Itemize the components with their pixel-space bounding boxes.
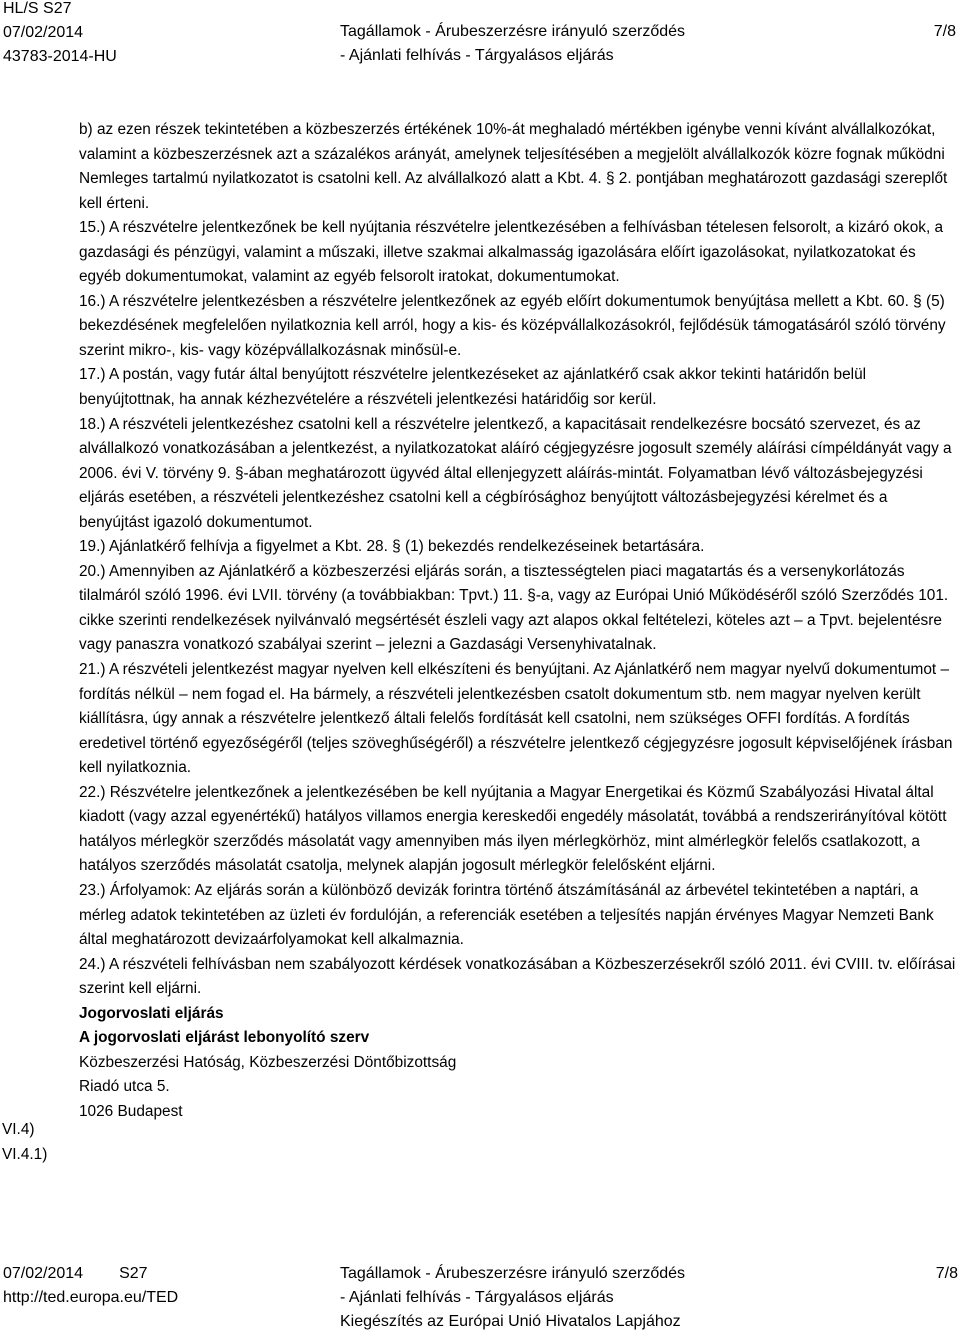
paragraph: b) az ezen részek tekintetében a közbeszerzés értékének 10%-át meghaladó mértékben igénybe venni kívánt alvállalkozókat, valamint a közbeszerzésnek azt a százalékos arányát, amelynek teljesítésében a megjelölt alvállalkozók közre fognak működni <box>79 121 945 163</box>
footer-subtitle: - Ajánlati felhívás - Tárgyalásos eljárás <box>340 1289 614 1306</box>
footer-date: 07/02/2014 <box>3 1265 84 1282</box>
footer-center <box>340 1262 685 1334</box>
footer-publication: Kiegészítés az Európai Unió Hivatalos Lapjához <box>340 1313 681 1330</box>
footer-page-number: 7/8 <box>935 1265 958 1282</box>
paragraph: 24.) A részvételi felhívásban nem szabályozott kérdések vonatkozásában a Közbeszerzésekről szóló 2011. évi CVIII. tv. előírásai szerint kell eljárni. <box>79 955 956 998</box>
paragraph: 18.) A részvételi jelentkezéshez csatolni kell a részvételre jelentkező, a kapacitásait rendelkezésre bocsátó szervezet, és az alvállalkozó vonatkozásában a jelentkezést, a nyilatkozatokat aláíró cégjegyzésre jogosult személy aláírási címpéldányát vagy a 2006. évi V. törvény 9. §-ában meghatározott ügyvéd által ellenjegyzett aláírás-mintát. Folyamatban lévő változásbejegyzési eljárás esetében, a részvételi jelentkezéshez csatolni kell a cégbírósághoz benyújtott változásbejegyzési kérelmet és a benyújtást igazoló dokumentumot. <box>79 415 952 531</box>
header-title: Tagállamok - Árubeszerzésre irányuló szerződés <box>340 23 686 40</box>
header-left <box>3 0 117 69</box>
paragraph: 20.) Amennyiben az Ajánlatkérő a közbeszerzési eljárás során, a tisztességtelen piaci magatartás és a versenykorlátozás tilalmáról szóló 1996. évi LVII. törvény (a továbbiakban: Tpvt.) 11. §-a, vagy az Európai Unió Működéséről szóló Szerződés 101. cikke szerinti rendelkezések nyilvánvaló megsértését észleli vagy azt alapos okkal feltételezi, köteles azt – a Tpvt. bejelentésre vagy panaszra vonatkozó szabályai szerint – jelezni a Gazdasági Versenyhivatalnak. <box>79 562 949 654</box>
address-line: Riadó utca 5. <box>79 1078 170 1096</box>
paragraph: 23.) Árfolyamok: Az eljárás során a különböző devizák forintra történő átszámításánál az árbevétel tekintetében a naptári, a mérleg adatok tekintetében az üzleti év fordulóján, a referenciák esetében a teljesítés napján érvényes Magyar Nemzeti Bank által meghatározott devizaárfolyamokat kell alkalmaznia. <box>79 881 934 949</box>
header-date: 07/02/2014 <box>3 24 84 41</box>
footer-url: http://ted.europa.eu/TED <box>3 1289 179 1306</box>
paragraph: Nemleges tartalmú nyilatkozatot is csatolni kell. Az alvállalkozó alatt a Kbt. 4. § 2. pontjában meghatározott gazdasági szereplőt kell érteni. <box>79 170 948 212</box>
paragraph: 21.) A részvételi jelentkezést magyar nyelven kell elkészíteni és benyújtani. Az Ajánlatkérő nem magyar nyelvű dokumentumot – fordítás nélkül – nem fogad el. Ha bármely, a részvételi jelentkezésben csatolt dokumentum stb. nem magyar nyelven került kiállításra, úgy annak a részvételre jelentkező általi felelős fordítását kell csatolni, nem szükséges OFFI fordítás. A fordítás eredetivel történő egyezőségéről (teljes szöveghűségéről) a részvételre jelentkező cégjegyzésre jogosult képviselőjének írásban kell nyilatkoznia. <box>79 661 953 777</box>
footer-series: S27 <box>119 1265 148 1282</box>
address-line: Közbeszerzési Hatóság, Közbeszerzési Döntőbizottság <box>79 1053 457 1071</box>
section-number: VI.4) <box>2 1121 35 1138</box>
footer-title: Tagállamok - Árubeszerzésre irányuló szerződés <box>340 1265 686 1282</box>
header-page-number: 7/8 <box>933 23 956 40</box>
header-center <box>340 20 740 68</box>
footer-left <box>3 1262 178 1310</box>
paragraph: 19.) Ajánlatkérő felhívja a figyelmet a Kbt. 28. § (1) bekezdés rendelkezéseinek betartására. <box>79 538 705 556</box>
paragraph: 15.) A részvételre jelentkezőnek be kell nyújtania részvételre jelentkezésében a felhívásban tételesen felsorolt, a kizáró okok, a gazdasági és pénzügyi, valamint a műszaki, illetve szakmai alkalmasság igazolására előírt igazolásokat, nyilatkozatokat és egyéb dokumentumokat, valamint az egyéb felsorolt iratokat, dokumentumokat. <box>79 219 944 286</box>
address-line: 1026 Budapest <box>79 1102 183 1120</box>
header-series: HL/S S27 <box>3 0 72 17</box>
paragraph: 17.) A postán, vagy futár által benyújtott részvételre jelentkezéseket az ajánlatkérő csak akkor tekinti határidőn belül benyújtottnak, ha annak kézhezvételére a részvételi jelentkezési határidőig sor kerül. <box>79 366 867 409</box>
document-body <box>79 118 959 1124</box>
paragraph: 16.) A részvételre jelentkezésben a részvételre jelentkezőnek az egyéb előírt dokumentumok benyújtása mellett a Kbt. 60. § (5) bekezdésének megfelelően nyilatkoznia kell arról, hogy a kis- és középvállalkozásokról, fejlődésük támogatásáról szóló törvény szerint mikro-, kis- vagy középvállalkozásnak minősül-e. <box>79 292 946 359</box>
paragraph: 22.) Részvételre jelentkezőnek a jelentkezésében be kell nyújtania a Magyar Energetikai és Közmű Szabályozási Hivatal által kiadott (vagy azzal egyenértékű) hatályos villamos energia kereskedői engedély másolatát, továbbá a rendszerirányítóval kötött hatályos mérlegkör szerződés másolatát vagy amennyiben más ilyen mérlegkörhöz, mint almérlegkör felelős csatlakozott, a hatályos szerződés másolatát csatolja, melynek alapján jogosult mérlegkör felelősként eljárni. <box>79 783 947 875</box>
subsection-number: VI.4.1) <box>2 1146 48 1163</box>
subsection-title: A jogorvoslati eljárást lebonyolító szerv <box>79 1029 370 1047</box>
header-subtitle: - Ajánlati felhívás - Tárgyalásos eljárás <box>340 47 614 64</box>
header-document-id: 43783-2014-HU <box>3 48 117 65</box>
section-title: Jogorvoslati eljárás <box>79 1004 224 1022</box>
